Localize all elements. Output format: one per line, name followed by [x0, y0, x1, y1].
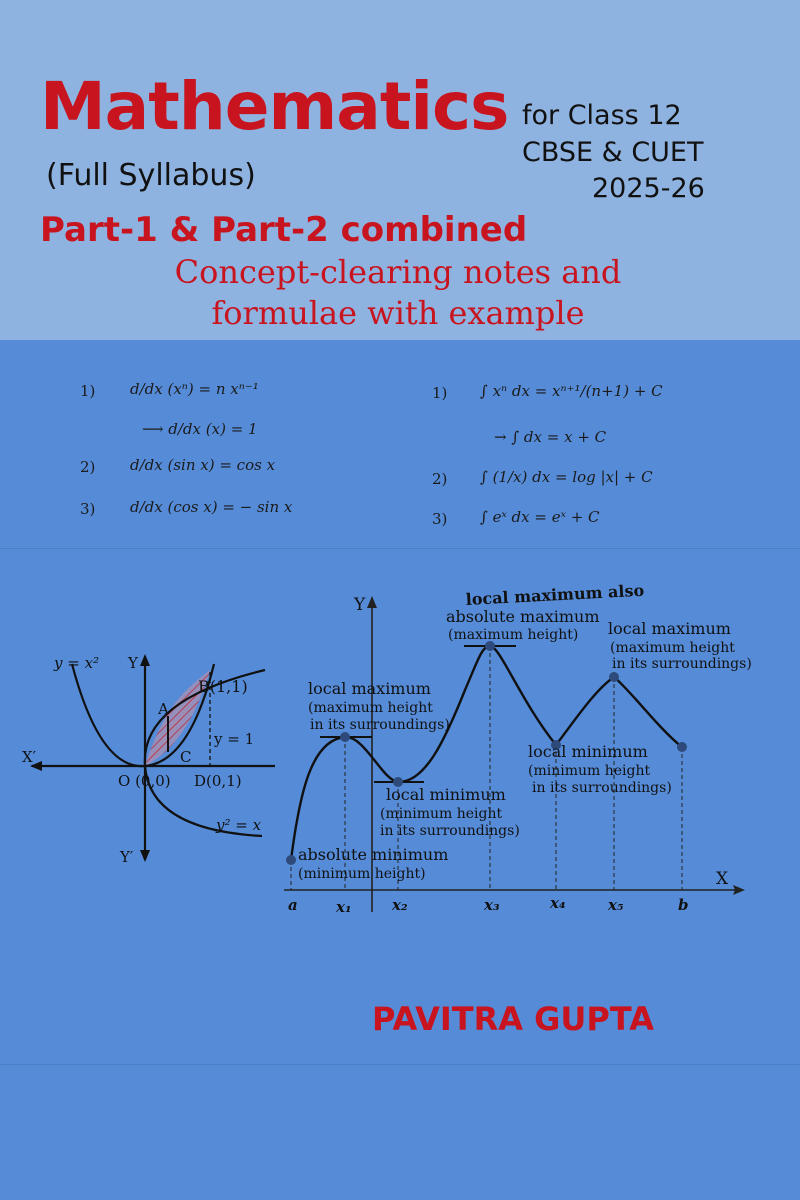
- label-local-min-1-sub2: in its surroundings): [380, 823, 520, 839]
- tick-label-x5: x₅: [608, 896, 624, 914]
- derivative-number-3: 3): [80, 500, 96, 518]
- integral-number-1: 1): [432, 384, 448, 402]
- syllabus-label: (Full Syllabus): [46, 158, 256, 193]
- book-title: Mathematics: [40, 68, 509, 145]
- tick-label-x1: x₁: [336, 898, 352, 916]
- subtitle-line-2: formulae with example: [211, 293, 585, 332]
- tick-label-x2: x₂: [392, 896, 408, 914]
- label-local-max-2-sub2: in its surroundings): [612, 656, 752, 672]
- point-label-c: C: [180, 748, 192, 766]
- axis-label-x: X: [716, 869, 729, 889]
- label-local-max-2: local maximum: [608, 619, 731, 638]
- label-local-min-1: local minimum: [386, 785, 506, 804]
- derivative-formula-2: d/dx (sin x) = cos x: [130, 456, 276, 474]
- label-abs-max: absolute maximum: [446, 607, 600, 626]
- axis-label-y-neg: Y′: [120, 848, 134, 866]
- label-abs-min-sub: (minimum height): [298, 866, 426, 882]
- derivative-formula-1: d/dx (xⁿ) = n xⁿ⁻¹: [130, 380, 259, 398]
- integral-formula-1: ∫ xⁿ dx = xⁿ⁺¹/(n+1) + C: [480, 382, 663, 400]
- integral-number-2: 2): [432, 470, 448, 488]
- tick-label-x3: x₃: [484, 896, 500, 914]
- parts-label: Part-1 & Part-2 combined: [40, 210, 528, 250]
- author-name: PAVITRA GUPTA: [372, 1000, 654, 1038]
- integral-formula-2: ∫ (1/x) dx = log |x| + C: [480, 468, 653, 486]
- tick-label-b: b: [678, 896, 689, 914]
- derivative-formula-3: d/dx (cos x) = − sin x: [130, 498, 293, 516]
- label-local-max-1-sub1: (maximum height: [308, 700, 433, 716]
- integral-formula-1b: → ∫ dx = x + C: [494, 428, 607, 446]
- year-label: 2025-26: [592, 173, 705, 204]
- label-abs-min: absolute minimum: [298, 845, 449, 864]
- label-local-max-1-sub2: in its surroundings): [310, 717, 450, 733]
- derivative-number-1: 1): [80, 382, 96, 400]
- derivative-number-2: 2): [80, 458, 96, 476]
- y-axis-arrow: [367, 596, 377, 608]
- label-local-min-2-sub2: in its surroundings): [532, 780, 672, 796]
- axis-label-y-right: Y: [354, 595, 366, 615]
- class-label: for Class 12: [522, 100, 682, 131]
- integral-formula-3: ∫ eˣ dx = eˣ + C: [480, 508, 600, 526]
- board-label: CBSE & CUET: [522, 137, 704, 168]
- label-local-max-2-sub1: (maximum height: [610, 640, 735, 656]
- subtitle-line-1: Concept-clearing notes and: [174, 253, 622, 291]
- integral-number-3: 3): [432, 510, 448, 528]
- tick-label-a: a: [288, 896, 298, 914]
- label-local-min-2: local minimum: [528, 742, 648, 761]
- point-b: [677, 742, 687, 752]
- derivative-formula-1b: ⟶ d/dx (x) = 1: [142, 420, 258, 438]
- point-x5: [609, 672, 619, 682]
- point-label-b: B(1,1): [198, 677, 248, 696]
- point-x1: [340, 732, 350, 742]
- label-local-max-also: local maximum also: [465, 580, 645, 609]
- point-a: [286, 855, 296, 865]
- line-label-y1: y = 1: [214, 730, 255, 748]
- label-local-max-1: local maximum: [308, 679, 431, 698]
- point-label-a: A: [158, 700, 169, 718]
- axis-label-y: Y: [128, 654, 138, 672]
- label-abs-max-sub: (maximum height): [448, 627, 579, 643]
- origin-label: O (0,0): [118, 772, 171, 790]
- axis-label-x-neg: X′: [22, 748, 37, 766]
- tick-label-x4: x₄: [550, 894, 566, 912]
- curve-label-parabola-2: y² = x: [216, 816, 262, 834]
- curve-label-parabola: y = x²: [54, 654, 100, 672]
- label-local-min-2-sub1: (minimum height: [528, 763, 651, 779]
- label-local-min-1-sub1: (minimum height: [380, 806, 503, 822]
- point-label-d: D(0,1): [194, 772, 242, 790]
